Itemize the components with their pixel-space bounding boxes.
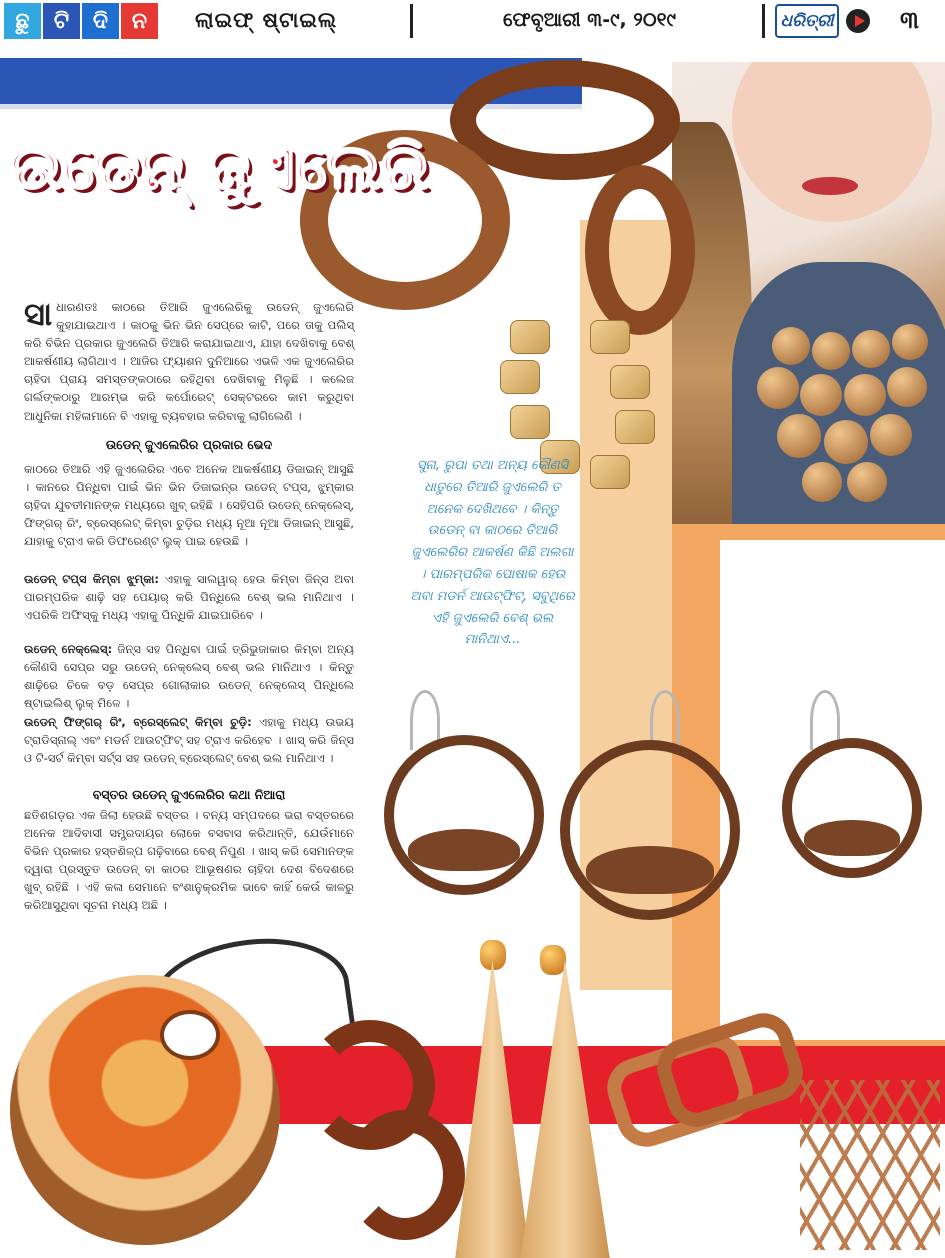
amber-bead [540,945,566,975]
necklace-bead [812,332,850,370]
necklace-bead [824,420,868,464]
necklace-bead [802,462,842,502]
bracelet-block [615,410,655,444]
headline: ଉଡେନ୍ ଜୁଏଲେରି [10,130,430,203]
paragraph-text: କାଠରେ ତିଆରି ଏହି ଜୁଏଲେରିର ଏବେ ଅନେକ ଆକର୍ଷଣୀୟ ଡିଜାଇନ୍ ଆସୁଛି । କାନରେ ପିନ୍ଧିବା ପାଇଁ ଭିନ ଭିନ ଡିଜାଇନ୍‌ର ଉଡେନ୍ ଟପ୍ସ, ଝୁମ୍‌କାର ଚାହିଦା ଯୁବତୀମାନଙ୍କ ମଧ୍ୟରେ ଖୁବ୍ ରହିଛି । ସେହିପରି ଉଡେନ୍ ନେକ୍‌ଲେସ୍, ଫିଙ୍ଗର୍ ରିଂ, ବ୍ରେସ୍‌ଲେଟ୍ କିମ୍ବା ଚୁଡ଼ିର ମଧ୍ୟ ନୂଆ ନୂଆ ଡିଜାଇନ୍ ଆସୁଛି, ଯାହାକୁ ଟ୍ରାଏ କରି ଡିଫରେଣ୍ଟ ଲୁକ୍ ପାଇ ହେଉଛି । [24,462,354,549]
necklace-bead [777,414,821,458]
article-paragraph [24,640,354,712]
paragraph-text: ଜିନ୍ସ ସହ ପିନ୍ଧିବା ପାଇଁ ତ୍ରିଭୁଜାକାର କିମ୍ବା ଅନ୍ୟ କୌଣସି ସେପ୍‌ର ସରୁ ଉଡେନ୍ ନେକ୍‌ଲେସ୍ ବେଶ୍ ଭଲ ମାନିଥାଏ । କିନ୍ତୁ ଶାଢ଼ିରେ ଚିକେ ବଡ଼ ସେପ୍‌ର ଗୋଲାକାର ଉଡେନ୍ ନେକ୍‌ଲେସ୍ ପିନ୍ଧିଲେ ଷ୍ଟାଇଲିଶ୍ ଲୁକ୍ ମିଳେ । [24,642,354,711]
section-title: ଲାଇଫ୍ ଷ୍ଟାଇଲ୍ [195,8,338,32]
earring-base [408,829,520,871]
paragraph-text: ଛତିଶଗଡ଼ର ଏକ ଜିଲା ହେଉଛି ବସ୍ତର । ବନ୍ୟ ସମ୍ପଦରେ ଭରା ବସ୍ତରରେ ଅନେକ ଆଦିବାସୀ ସମ୍ପ୍ରଦାୟର ଲୋକେ ବସବାସ କରିଥାନ୍ତି, ଯେଉଁମାନେ ବିଭିନ ପ୍ରକାର ହସ୍ତଶିଳ୍ପ ଗଢ଼ିବାରେ ବେଶ୍ ନିପୁଣ । ଖାସ୍ କରି ସେମାନଙ୍କ ଦ୍ୱାରା ପ୍ରସ୍ତୁତ ଉଡେନ୍ ବା କାଠର ଆଭୂଷଣର ଚାହିଦା ଦେଶ ବିଦେଶରେ ଖୁବ୍ ରହିଛି । ଏହି କଳା ସେମାନେ ବଂଶାନୁକ୍ରମିକ ଭାବେ କାହିଁ କେଉଁ କାଳରୁ କରିଆସୁଥିବା ସୂଚନା ମଧ୍ୟ ଅଛି । [24,808,354,913]
spiral-earring-photo [345,1110,465,1240]
deer-earring-photo [782,738,922,878]
necklace-bead [844,374,886,416]
necklace-bead [757,367,799,409]
pull-quote: ସୁନା, ରୁପା ତଥା ଅନ୍ୟ କୌଣସି ଧାତୁରେ ତିଆରି ଜୁଏଲେରି ତ ଅନେକ ଦେଖିଥବେ । କିନ୍ତୁ ଉଡେନ୍ ବା କାଠରେ ତିଆରି ଜୁଏଲେରିର ଆକର୍ଷଣ କିଛି ଅଲଗା । ପାରମ୍ପରିକ ପୋଷାକ ହେଉ ଅବା ମଡର୍ନ ଆଉଟ୍‌ଫିଟ୍, ସବୁଥିରେ ଏହି ଜୁଏଲେରି ବେଶ୍ ଭଲ ମାନିଥାଏ... [410,458,575,648]
earring-base [804,820,900,856]
article-paragraph [24,460,354,550]
article-paragraph [24,806,354,915]
logo-tile: ଛୁ [4,3,41,39]
logo-tile: ଦି [82,3,119,39]
logo-tile: ନ [121,3,158,39]
bracelet-block [500,360,540,394]
paragraph-lead: ଉଡେନ୍ ଫିଙ୍ଗର୍ ରିଂ, ବ୍ରେସ୍‌ଲେଟ୍ କିମ୍ବା ଚୁଡ଼ି: [24,715,252,729]
paragraph-lead: ଉଡେନ୍ ଟପ୍ସ କିମ୍ବା ଝୁମ୍‌କା: [24,572,160,586]
page-number: ୩ [900,6,919,34]
bracelet-block [590,455,630,489]
bracelet-block [610,365,650,399]
drop-cap: ସା [24,295,53,333]
article-paragraph [24,713,354,767]
article-paragraph [24,570,354,624]
intro-text: ଧାରଣତଃ କାଠରେ ତିଆରି ଜୁଏଲେରିକୁ ଉଡେନ୍ ଜୁଏଲେରି କୁହାଯାଇଥାଏ । କାଠକୁ ଭିନ ଭିନ ସେପ୍‌ରେ କାଟି, ପରେ ତାକୁ ପଲିସ୍ କରି ବିଭିନ ପ୍ରକାର ଜୁଏଲେରି ତିଆରି କରାଯାଇଥାଏ, ଯାହା ଦେଖିବାକୁ ବେଶ୍ ଆକର୍ଷଣୀୟ ଲାଗିଥାଏ । ଆଜିର ଫ୍ୟାଶନ ଦୁନିଆରେ ଏଭଳି ଏକ ଜୁଏଲେରିର ଚାହିଦା ପ୍ରାୟ ସମସ୍ତଙ୍କଠାରେ ରହିଥିବା ଦେଖିବାକୁ ମିଳୁଛି । କଲେଜ ଗର୍ଲଙ୍କଠାରୁ ଆରମ୍ଭ କରି କର୍ପୋରେଟ୍ ସେକ୍ଟରରେ କାମ କରୁଥିବା ଆଧୁନିକା ମହିଳାମାନେ ବି ଏହାକୁ ବ୍ୟବହାର କରିବାକୁ ଲାଗିଲେଣି । [24,300,354,423]
header-divider [410,4,413,38]
wooden-pendant-photo [10,975,280,1245]
subheading: ଉଡେନ୍ ଜୁଏଲେରିର ପ୍ରକାର ଭେଦ [105,437,273,452]
woman-wooden-necklace-photo [672,62,945,524]
bracelet-block [510,320,550,354]
deer-earring-photo [560,740,740,920]
section-logo [4,3,158,39]
necklace-bead [800,374,842,416]
paragraph-text: ଏହାକୁ ମଧ୍ୟ ଉଭୟ ଟ୍ରାଡିସ୍‌ନାଲ୍ ଏବଂ ମଡର୍ନ ଆଉଟ୍‌ଫିଟ୍ ସହ ଟ୍ରାଏ କରିହେବ । ଖାସ୍ କରି ଜିନ୍ସ ଓ ଟି-ସର୍ଟ କିମ୍ବା ସର୍ଟ୍ସ ସହ ଉଡେନ୍ ବ୍ରେସ୍‌ଲେଟ୍ ବେଶ୍ ଭଲ ମାନିଥାଏ । [24,715,354,766]
necklace-bead [852,330,890,368]
paragraph-text: ଏହାକୁ ସାଲୱାର୍ ହେଉ କିମ୍ବା ଜିନ୍ସ ଅବା ପାରମ୍ପରିକ ଶାଢ଼ି ସହ ପେୟାର୍ କରି ପିନ୍ଧିଲେ ବେଶ୍ ଭଲ ମାନିଥାଏ । ଏପରିକି ଅଫିସ୍‌କୁ ମଧ୍ୟ ଏହାକୁ ପିନ୍ଧିକି ଯାଇପାରିବେ । [24,572,354,623]
necklace-bead [892,324,928,360]
lips [802,177,858,195]
triangle-chain-necklace-photo [800,1080,940,1250]
play-icon [846,9,870,33]
necklace-bead [887,367,927,407]
bracelet-block [590,320,630,354]
page-header [0,0,945,44]
necklace-bead [772,327,810,365]
necklace-bead [870,414,912,456]
logo-tile: ଟି [43,3,80,39]
bracelet-block [510,405,550,439]
paragraph-lead: ଉଡେନ୍ ନେକ୍‌ଲେସ୍: [24,642,113,656]
article-intro [24,295,354,425]
earring-base [586,846,714,894]
face [732,62,932,222]
deer-earring-photo [384,735,544,895]
pendant-hole [160,1010,220,1060]
header-divider [762,4,765,38]
issue-date: ଫେବୃଆରୀ ୩-୯, ୨୦୧୯ [503,9,676,31]
subheading: ବସ୍ତର ଉଡେନ୍ ଜୁଏଲେରିର କଥା ନିଆରା [92,787,286,802]
necklace-bead [847,462,887,502]
brand-logo: ଧରିତ୍ରୀ [775,4,839,38]
